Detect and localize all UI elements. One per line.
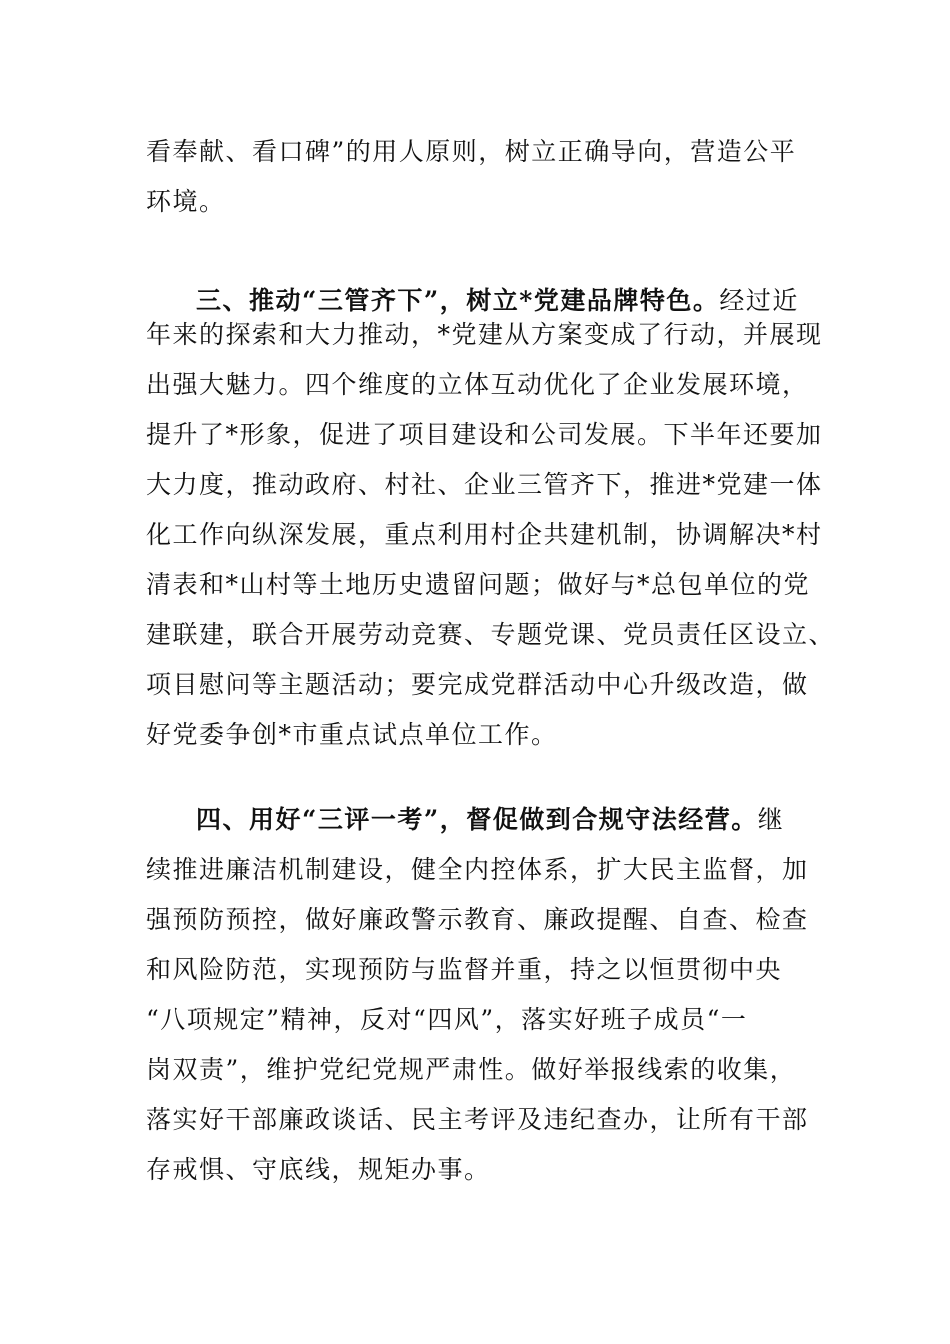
- paragraph-3-line-7: 落实好干部廉政谈话、民主考评及违纪查办，让所有干部: [146, 1105, 809, 1134]
- paragraph-3-line-4: 和风险防范，实现预防与监督并重，持之以恒贯彻中央: [146, 955, 783, 984]
- paragraph-3-line-5: “八项规定”精神，反对“四风”，落实好班子成员“一: [146, 1005, 748, 1034]
- paragraph-3-line-8: 存戒惧、守底线，规矩办事。: [146, 1155, 491, 1184]
- paragraph-3-line-2: 续推进廉洁机制建设，健全内控体系，扩大民主监督，加: [146, 855, 809, 884]
- paragraph-2-line-5: 大力度，推动政府、村社、企业三管齐下，推进*党建一体: [146, 470, 823, 499]
- paragraph-1-line-1: 看奉献、看口碑”的用人原则，树立正确导向，营造公平: [146, 137, 797, 166]
- paragraph-2-line-9: 项目慰问等主题活动；要完成党群活动中心升级改造，做: [146, 670, 809, 699]
- paragraph-3-first-line-text: 继: [757, 805, 785, 834]
- paragraph-2-line-3: 出强大魅力。四个维度的立体互动优化了企业发展环境，: [146, 370, 809, 399]
- paragraph-2-line-7: 清表和*山村等土地历史遗留问题；做好与*总包单位的党: [146, 570, 811, 599]
- paragraph-2-line-10: 好党委争创*市重点试点单位工作。: [146, 720, 558, 749]
- paragraph-3-line-6: 岗双责”，维护党纪党规严肃性。做好举报线索的收集，: [146, 1055, 797, 1084]
- paragraph-1-line-2: 环境。: [146, 187, 226, 216]
- paragraph-3-line-3: 强预防预控，做好廉政警示教育、廉政提醒、自查、检查: [146, 905, 809, 934]
- paragraph-2-first-line-text: 经过近: [719, 286, 799, 315]
- paragraph-2-line-6: 化工作向纵深发展，重点利用村企共建机制，协调解决*村: [146, 520, 823, 549]
- paragraph-3-first-line: [196, 805, 784, 835]
- paragraph-2-first-line: [196, 286, 799, 316]
- paragraph-2-line-8: 建联建，联合开展劳动竞赛、专题党课、党员责任区设立、: [146, 620, 836, 649]
- paragraph-2-line-2: 年来的探索和大力推动，*党建从方案变成了行动，并展现: [146, 320, 823, 349]
- section-4-heading: 四、用好“三评一考”，督促做到合规守法经营。: [196, 805, 758, 834]
- paragraph-2-line-4: 提升了*形象，促进了项目建设和公司发展。下半年还要加: [146, 420, 823, 449]
- section-3-heading: 三、推动“三管齐下”，树立*党建品牌特色。: [196, 286, 720, 315]
